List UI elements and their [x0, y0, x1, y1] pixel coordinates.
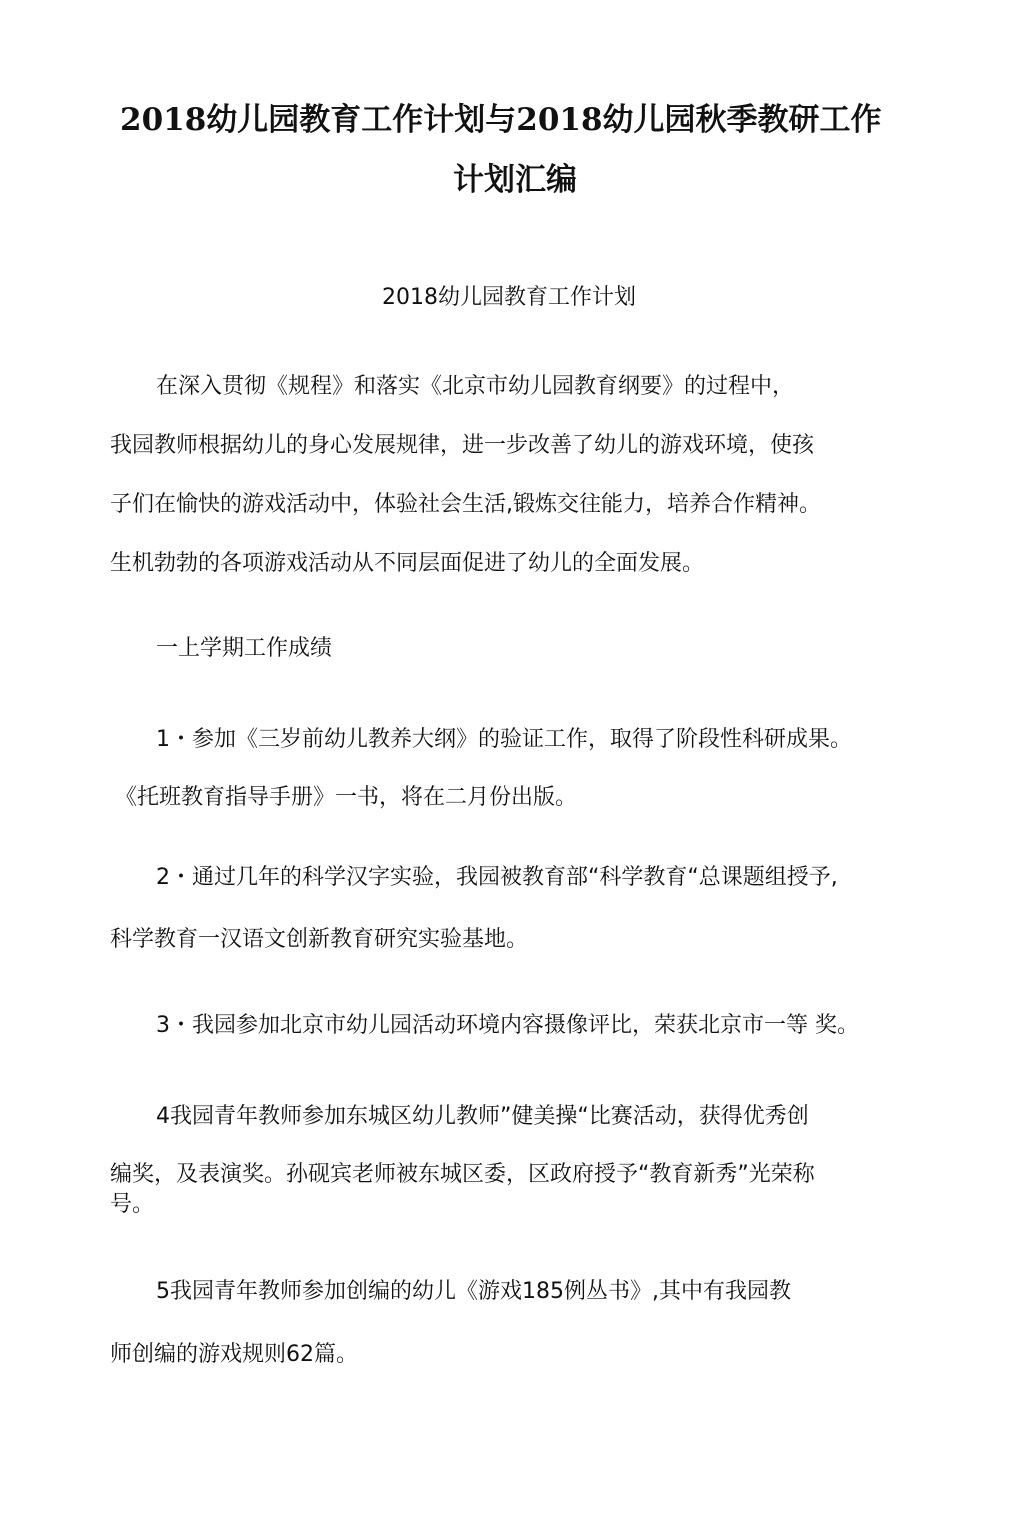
achievement-item-2-line-1: 2・通过几年的科学汉字实验，我园被教育部“科学教育“总课题组授予,: [156, 865, 838, 890]
achievement-item-1-line-2: 《托班教育指导手册》一书，将在二月份出版。: [115, 785, 578, 810]
achievement-item-4-line-2: 编奖，及表演奖。孙砚宾老师被东城区委，区政府授予“教育新秀”光荣称: [110, 1162, 815, 1187]
achievement-item-3-line-1: 3・我园参加北京市幼儿园活动环境内容摄像评比，荣获北京市一等 奖。: [156, 1013, 859, 1038]
achievement-item-5-line-2: 师创编的游戏规则62篇。: [110, 1342, 358, 1367]
achievements-heading: 一上学期工作成绩: [156, 636, 333, 661]
document-title-line-2: 计划汇编: [453, 162, 577, 198]
document-title-line-1: 2018幼儿园教育工作计划与2018幼儿园秋季教研工作: [120, 102, 882, 138]
intro-paragraph-line-3: 子们在愉快的游戏活动中，体验社会生活,锻炼交往能力，培养合作精神。: [110, 492, 821, 517]
achievement-item-4-line-1: 4我园青年教师参加东城区幼儿教师”健美操“比赛活动，获得优秀创: [156, 1104, 809, 1129]
achievement-item-1-line-1: 1・参加《三岁前幼儿教养大纲》的验证工作，取得了阶段性科研成果。: [156, 727, 852, 752]
achievement-item-4-line-3: 号。: [110, 1192, 155, 1217]
intro-paragraph-line-1: 在深入贯彻《规程》和落实《北京市幼儿园教育纲要》的过程中，: [156, 374, 795, 399]
intro-paragraph-line-4: 生机勃勃的各项游戏活动从不同层面促进了幼儿的全面发展。: [110, 551, 705, 576]
section-subtitle: 2018幼儿园教育工作计划: [382, 285, 636, 310]
achievement-item-5-line-1: 5我园青年教师参加创编的幼儿《游戏185例丛书》,其中有我园教: [156, 1279, 791, 1304]
achievement-item-2-line-2: 科学教育一汉语文创新教育研究实验基地。: [110, 927, 529, 952]
intro-paragraph-line-2: 我园教师根据幼儿的身心发展规律，进一步改善了幼儿的游戏环境，使孩: [110, 433, 815, 458]
